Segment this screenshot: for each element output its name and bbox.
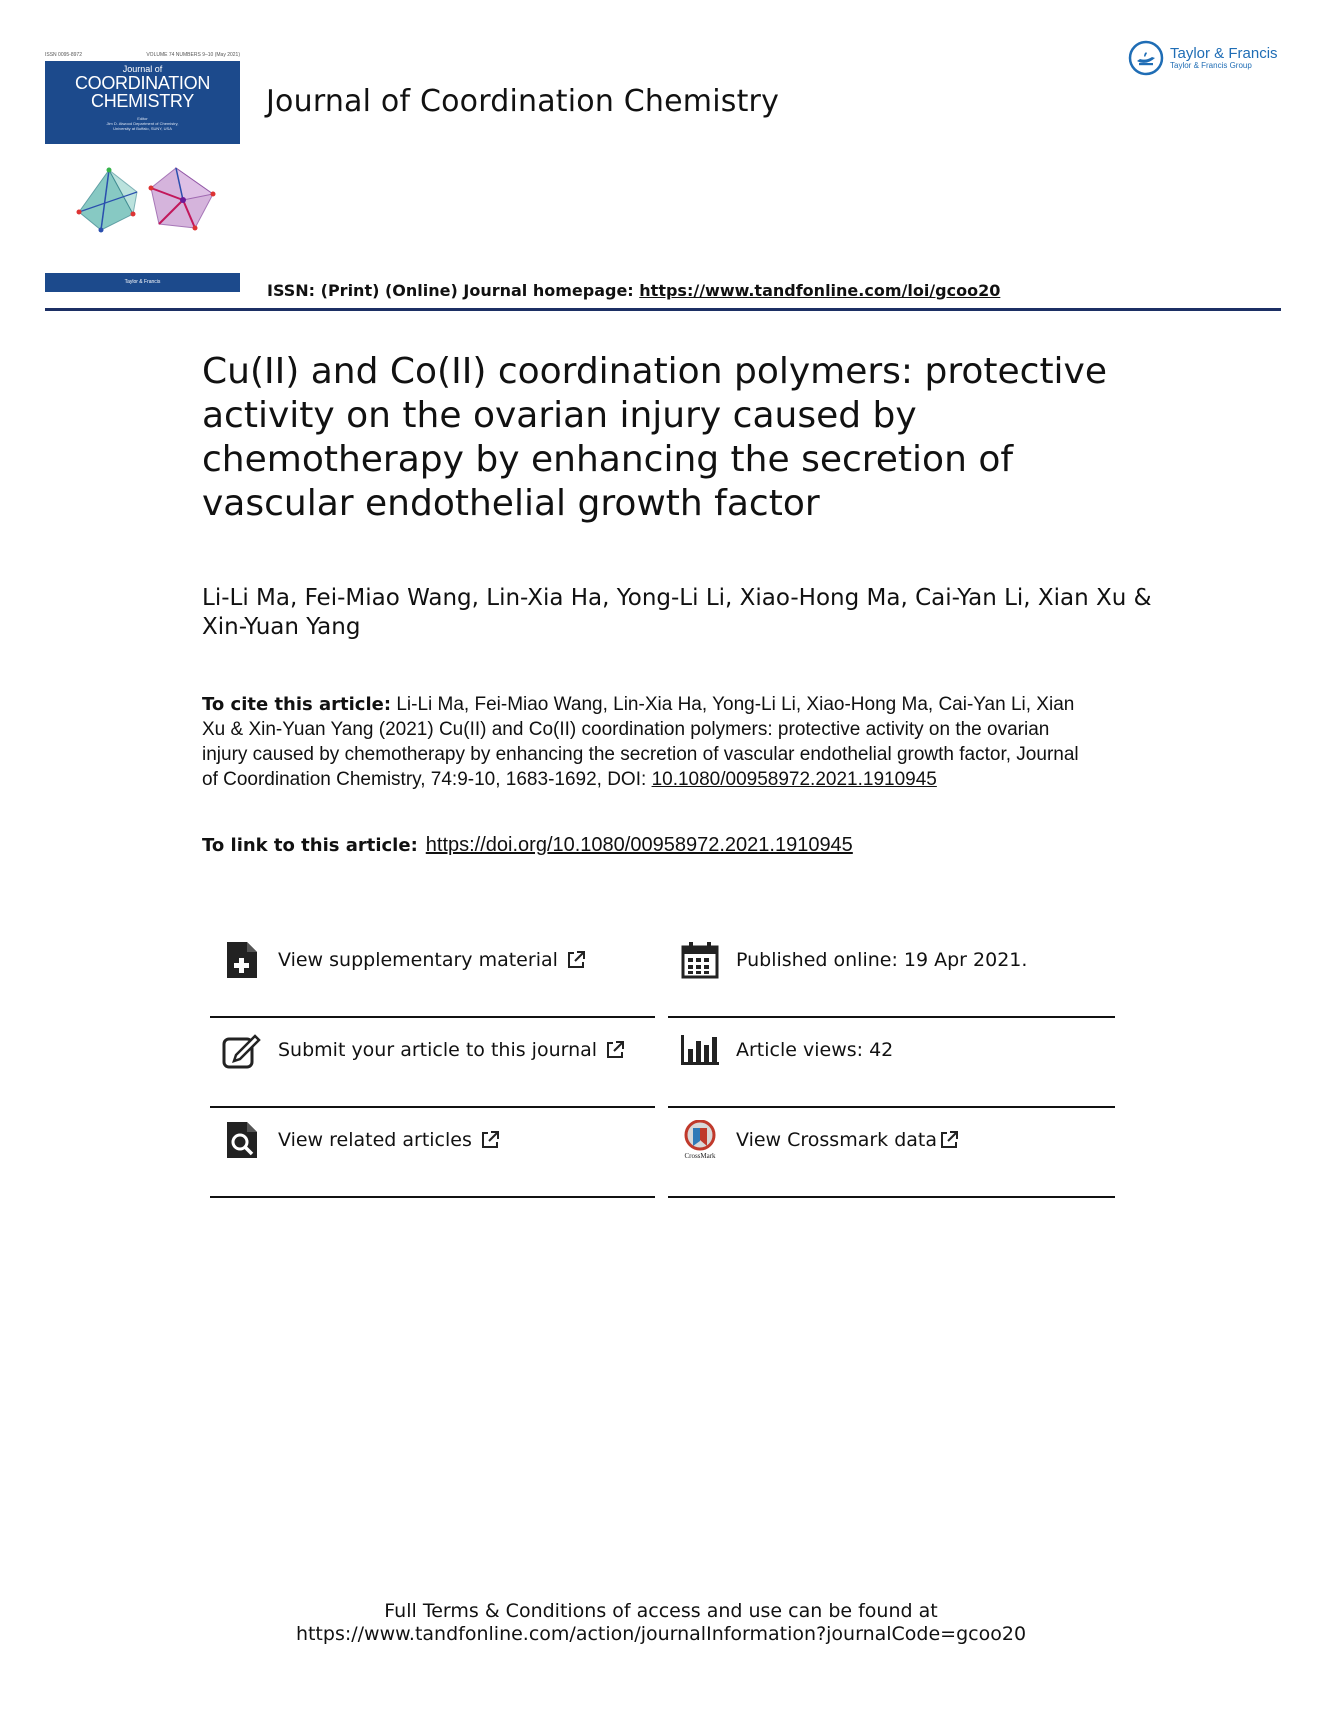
search-document-icon <box>222 1120 262 1160</box>
cover-journal-of: Journal of <box>122 64 163 74</box>
cover-editor: Editor Jim D. Atwood Department of Chemistry, University at Buffalo, SUNY, USA <box>106 116 179 131</box>
cover-volume: VOLUME 74 NUMBERS 9–10 (May 2021) <box>146 52 240 58</box>
cover-publisher: Taylor & Francis <box>124 279 161 285</box>
external-link-icon <box>605 1040 625 1060</box>
header-divider <box>45 308 1281 311</box>
cover-title-line2: CHEMISTRY <box>91 91 194 111</box>
crossmark-label: View Crossmark data <box>736 1129 938 1151</box>
publisher-group: Taylor & Francis Group <box>1170 60 1252 70</box>
grid-divider <box>210 1196 655 1198</box>
journal-cover-thumbnail <box>45 52 240 292</box>
terms-line: Full Terms & Conditions of access and use can be found at <box>384 1600 938 1622</box>
issn-prefix: ISSN: (Print) (Online) Journal homepage: <box>267 281 640 300</box>
citation-block <box>202 692 1082 792</box>
taylor-francis-lamp-icon <box>1128 40 1164 76</box>
published-online <box>668 916 1113 1004</box>
publisher-logo[interactable] <box>1128 38 1278 78</box>
cover-publisher-band <box>45 273 240 292</box>
published-date: Published online: 19 Apr 2021. <box>736 949 1028 971</box>
grid-divider <box>668 1196 1115 1198</box>
views-count: Article views: 42 <box>736 1039 894 1061</box>
terms-url[interactable]: https://www.tandfonline.com/action/journalInformation?journalCode=gcoo20 <box>295 1623 1027 1645</box>
journal-title: Journal of Coordination Chemistry <box>266 84 780 119</box>
submit-article[interactable] <box>210 1006 655 1094</box>
external-link-icon <box>480 1130 500 1150</box>
link-label: To link to this article: <box>202 835 418 856</box>
molecule-illustration <box>71 164 221 238</box>
cover-issn: ISSN 0095-8972 <box>45 52 82 58</box>
supplementary-file-icon <box>222 940 262 980</box>
view-crossmark-data[interactable] <box>668 1096 1113 1184</box>
cover-title-band <box>45 61 240 144</box>
issn-homepage-line <box>267 281 1000 300</box>
cite-doi-link[interactable]: 10.1080/00958972.2021.1910945 <box>651 769 937 790</box>
article-link-line <box>202 834 853 857</box>
supplementary-label: View supplementary material <box>278 949 558 971</box>
external-link-icon <box>939 1130 959 1150</box>
crossmark-icon <box>680 1120 720 1160</box>
cite-text: Li-Li Ma, Fei-Miao Wang, Lin-Xia Ha, Yong-Li Li, Xiao-Hong Ma, Cai-Yan Li, Xian Xu & Xin-Yuan Yang (2021) Cu(II) and Co(II) coordination polymers: protective activity on the ovarian injury caused by chemotherapy by enhancing the secretion of vascular endothelial growth factor, Journal of Coordination Chemistry, 74:9-10, 1683-1692, DOI: <box>202 694 1079 790</box>
edit-icon <box>222 1030 262 1070</box>
publisher-name: Taylor & Francis <box>1170 44 1278 62</box>
journal-homepage-link[interactable]: https://www.tandfonline.com/loi/gcoo20 <box>639 281 1001 300</box>
crossmark-badge-text: CrossMark <box>684 1152 716 1160</box>
related-label: View related articles <box>278 1129 472 1151</box>
article-views <box>668 1006 1113 1094</box>
submit-label: Submit your article to this journal <box>278 1039 598 1061</box>
cover-title-line1: COORDINATION <box>74 73 211 93</box>
calendar-icon <box>680 940 720 980</box>
article-title: Cu(II) and Co(II) coordination polymers: protective activity on the ovarian injury caused by chemotherapy by enhancing the secretion of vascular endothelial growth factor <box>202 351 1108 524</box>
cite-label: To cite this article: <box>202 694 392 715</box>
bar-chart-icon <box>680 1030 720 1070</box>
view-related-articles[interactable] <box>210 1096 655 1184</box>
terms-footer <box>0 1600 1322 1646</box>
external-link-icon <box>566 950 586 970</box>
article-doi-link[interactable]: https://doi.org/10.1080/00958972.2021.1910945 <box>425 834 853 856</box>
view-supplementary-material[interactable] <box>210 916 655 1004</box>
article-authors: Li-Li Ma, Fei-Miao Wang, Lin-Xia Ha, Yong-Li Li, Xiao-Hong Ma, Cai-Yan Li, Xian Xu & Xin-Yuan Yang <box>202 585 1152 640</box>
